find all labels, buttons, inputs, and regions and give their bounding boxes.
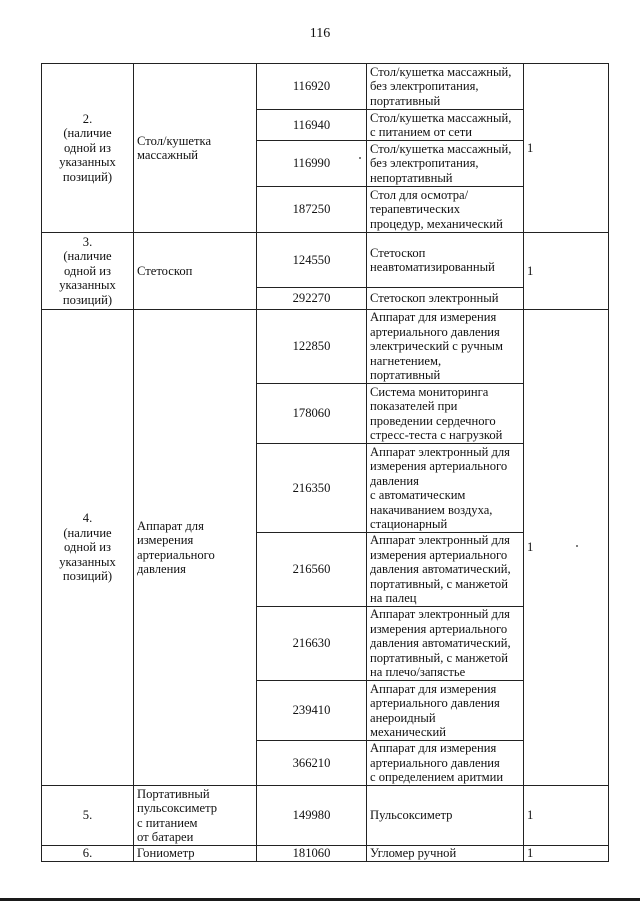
- item-name: Портативный пульсоксиметр с питанием от батареи: [134, 786, 257, 846]
- quantity: 1: [524, 64, 609, 233]
- type-code: 181060: [257, 846, 367, 862]
- type-code: 366210: [257, 741, 367, 786]
- quantity: 1: [524, 846, 609, 862]
- table-row: [42, 786, 609, 846]
- type-code: 116920: [257, 64, 367, 110]
- table-row: [42, 233, 609, 288]
- row-number: 6.: [42, 846, 134, 862]
- type-description: Стол/кушетка массажный, с питанием от сети: [367, 110, 524, 141]
- type-description: Угломер ручной: [367, 846, 524, 862]
- type-code: 122850: [257, 310, 367, 384]
- type-code: 216630: [257, 607, 367, 681]
- type-description: Аппарат электронный для измерения артериального давления с автоматическим накачиванием воздуха, стационарный: [367, 444, 524, 533]
- item-name: Стетоскоп: [134, 233, 257, 310]
- row-number: 4. (наличие одной из указанных позиций): [42, 310, 134, 786]
- type-description: Пульсоксиметр: [367, 786, 524, 846]
- type-code: 178060: [257, 384, 367, 444]
- quantity: 1: [524, 310, 609, 786]
- type-code: 292270: [257, 288, 367, 310]
- type-description: Стол для осмотра/ терапевтических процедур, механический: [367, 187, 524, 233]
- row-number: 3. (наличие одной из указанных позиций): [42, 233, 134, 310]
- type-code: 149980: [257, 786, 367, 846]
- equipment-table: [41, 63, 609, 862]
- scan-speck: [576, 545, 578, 547]
- type-code: 216350: [257, 444, 367, 533]
- type-code: 124550: [257, 233, 367, 288]
- type-description: Стол/кушетка массажный, без электропитания, портативный: [367, 64, 524, 110]
- item-name: Стол/кушетка массажный: [134, 64, 257, 233]
- row-number: 2. (наличие одной из указанных позиций): [42, 64, 134, 233]
- type-code: 239410: [257, 681, 367, 741]
- type-description: Аппарат для измерения артериального давления электрический с ручным нагнетением, портативный: [367, 310, 524, 384]
- type-code: 116940: [257, 110, 367, 141]
- type-description: Аппарат для измерения артериального давления с определением аритмии: [367, 741, 524, 786]
- quantity: 1: [524, 233, 609, 310]
- type-code: 187250: [257, 187, 367, 233]
- row-number: 5.: [42, 786, 134, 846]
- page-number: 116: [309, 26, 331, 41]
- quantity: 1: [524, 786, 609, 846]
- type-description: Система мониторинга показателей при проведении сердечного стресс-теста с нагрузкой: [367, 384, 524, 444]
- type-description: Аппарат для измерения артериального давления анероидный механический: [367, 681, 524, 741]
- type-description: Стол/кушетка массажный, без электропитания, непортативный: [367, 141, 524, 187]
- table-row: [42, 310, 609, 384]
- table-row: [42, 64, 609, 110]
- type-code: 216560: [257, 533, 367, 607]
- item-name: Гониометр: [134, 846, 257, 862]
- type-code: 116990: [257, 141, 367, 187]
- table-row: [42, 846, 609, 862]
- type-description: Стетоскоп неавтоматизированный: [367, 233, 524, 288]
- item-name: Аппарат для измерения артериального давления: [134, 310, 257, 786]
- type-description: Стетоскоп электронный: [367, 288, 524, 310]
- scan-speck: [359, 157, 361, 159]
- type-description: Аппарат электронный для измерения артериального давления автоматический, портативный, с манжетой на палец: [367, 533, 524, 607]
- type-description: Аппарат электронный для измерения артериального давления автоматический, портативный, с манжетой на плечо/запястье: [367, 607, 524, 681]
